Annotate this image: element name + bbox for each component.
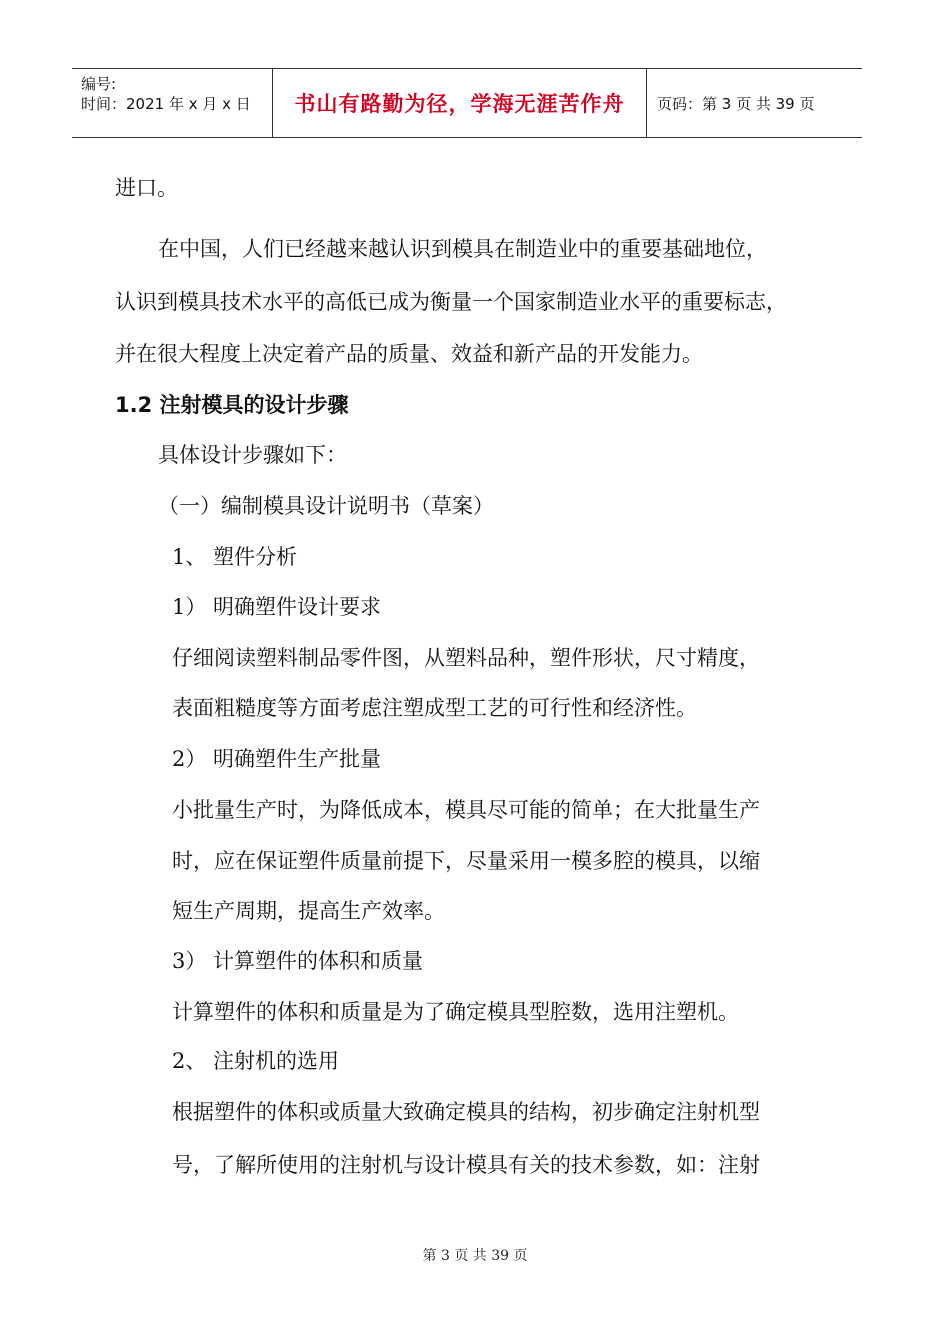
header-page-cell xyxy=(647,69,862,137)
body-line: 在中国，人们已经越来越认识到模具在制造业中的重要基础地位， xyxy=(158,237,767,261)
list-item: 1） 明确塑件设计要求 xyxy=(172,595,382,619)
header-page-label: 页码：第 3 页 共 39 页 xyxy=(657,94,815,113)
header-motto-cell xyxy=(273,69,647,137)
body-line: 表面粗糙度等方面考虑注塑成型工艺的可行性和经济性。 xyxy=(172,696,697,720)
section-heading: 1.2 注射模具的设计步骤 xyxy=(115,393,349,417)
list-item: 2、 注射机的选用 xyxy=(172,1049,340,1073)
list-item: 2） 明确塑件生产批量 xyxy=(172,747,382,771)
body-line: 短生产周期，提高生产效率。 xyxy=(172,899,445,923)
body-line: 认识到模具技术水平的高低已成为衡量一个国家制造业水平的重要标志， xyxy=(115,290,787,314)
header-motto: 书山有路勤为径，学海无涯苦作舟 xyxy=(294,92,625,116)
footer-page-number: 第 3 页 共 39 页 xyxy=(422,1248,528,1264)
body-line: 具体设计步骤如下： xyxy=(158,443,347,467)
body-line: 时，应在保证塑件质量前提下，尽量采用一模多腔的模具，以缩 xyxy=(172,849,760,873)
body-line: 号，了解所使用的注射机与设计模具有关的技术参数，如：注射 xyxy=(172,1153,760,1177)
header-time-label: 时间：2021 年 x 月 x 日 xyxy=(81,95,251,113)
body-line: 并在很大程度上决定着产品的质量、效益和新产品的开发能力。 xyxy=(115,342,703,366)
body-line: 根据塑件的体积或质量大致确定模具的结构，初步确定注射机型 xyxy=(172,1100,760,1124)
header-info-cell xyxy=(72,69,273,137)
body-line: 进口。 xyxy=(115,176,178,200)
header-number-label: 编号: xyxy=(81,75,117,93)
body-line: 小批量生产时，为降低成本，模具尽可能的简单；在大批量生产 xyxy=(172,798,760,822)
list-item: 1、 塑件分析 xyxy=(172,545,298,569)
body-line: 仔细阅读塑料制品零件图，从塑料品种，塑件形状，尺寸精度， xyxy=(172,646,760,670)
page-footer xyxy=(0,1245,950,1265)
body-line: （一）编制模具设计说明书（草案） xyxy=(158,494,494,518)
page-header xyxy=(72,68,862,138)
body-line: 计算塑件的体积和质量是为了确定模具型腔数，选用注塑机。 xyxy=(172,1000,739,1024)
list-item: 3） 计算塑件的体积和质量 xyxy=(172,949,424,973)
